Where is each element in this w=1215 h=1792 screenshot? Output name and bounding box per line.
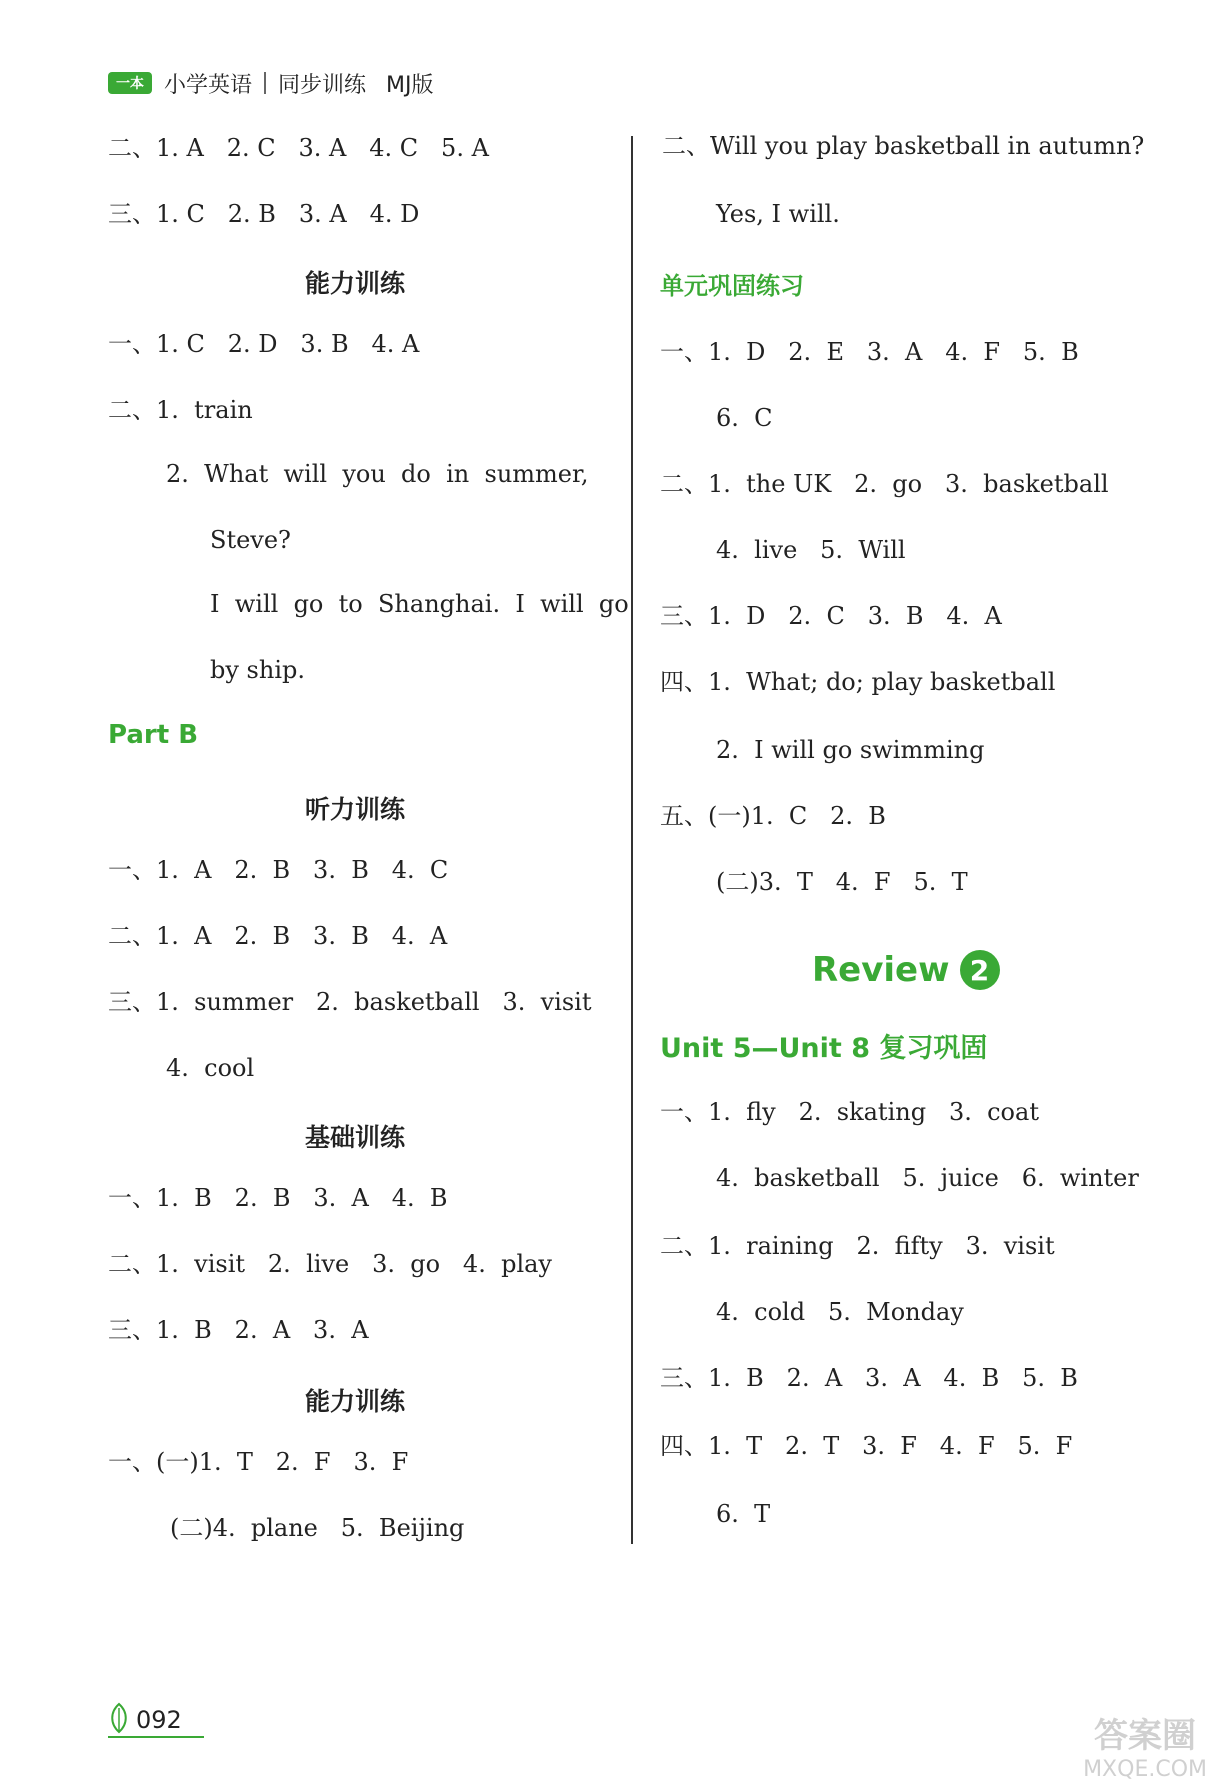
- review-title: [812, 950, 1000, 990]
- answer-line: 三、1. D 2. C 3. B 4. A: [660, 602, 1002, 630]
- answer-line: 4. live 5. Will: [716, 536, 906, 564]
- section-heading: 听力训练: [305, 795, 406, 824]
- section-heading: 基础训练: [305, 1123, 406, 1152]
- answer-line: Steve?: [210, 526, 291, 554]
- part-heading: Part B: [108, 720, 199, 750]
- answer-line: 三、1. B 2. A 3. A: [108, 1316, 369, 1344]
- unit-review-heading: 单元巩固练习: [660, 272, 804, 300]
- watermark: [1083, 1708, 1207, 1782]
- answer-line: 4. basketball 5. juice 6. winter: [716, 1164, 1139, 1192]
- section-heading: 能力训练: [305, 1387, 406, 1416]
- answer-line: 二、1. visit 2. live 3. go 4. play: [108, 1250, 552, 1278]
- answer-line: 二、1. raining 2. fifty 3. visit: [660, 1232, 1055, 1260]
- answer-line: 二、1. A 2. C 3. A 4. C 5. A: [108, 134, 489, 162]
- answer-line: 一、1. D 2. E 3. A 4. F 5. B: [660, 338, 1079, 366]
- header-subject: 小学英语: [164, 72, 253, 98]
- answer-line: 一、1. B 2. B 3. A 4. B: [108, 1184, 448, 1212]
- answer-line: 2. I will go swimming: [716, 736, 985, 764]
- review-number-badge: 2: [960, 950, 1000, 990]
- answer-line: 二、1. train: [108, 396, 253, 424]
- answer-line: I will go to Shanghai. I will go: [210, 590, 629, 618]
- answer-line: 二、1. the UK 2. go 3. basketball: [660, 470, 1109, 498]
- section-heading: 能力训练: [305, 269, 406, 298]
- answer-line: 2. What will you do in summer,: [166, 460, 589, 488]
- page-number-rule: [108, 1736, 204, 1738]
- book-logo: 一本: [108, 72, 152, 94]
- page-header: [108, 66, 434, 100]
- answer-line: 一、1. A 2. B 3. B 4. C: [108, 856, 449, 884]
- answer-line: 4. cold 5. Monday: [716, 1298, 964, 1326]
- header-series: 同步训练: [278, 72, 367, 98]
- answer-line: 三、1. summer 2. basketball 3. visit: [108, 988, 592, 1016]
- answer-line: 一、1. fly 2. skating 3. coat: [660, 1098, 1039, 1126]
- watermark-url: MXQE.COM: [1083, 1757, 1207, 1782]
- answer-line: 一、(一)1. T 2. F 3. F: [108, 1448, 409, 1476]
- answer-line: 三、1. C 2. B 3. A 4. D: [108, 200, 420, 228]
- review-label: Review: [812, 950, 950, 990]
- answer-line: 二、Will you play basketball in autumn?: [662, 132, 1145, 160]
- answer-line: 6. T: [716, 1500, 771, 1528]
- page-number-text: 092: [136, 1706, 182, 1734]
- answer-line: 6. C: [716, 404, 773, 432]
- answer-line: 二、1. A 2. B 3. B 4. A: [108, 922, 448, 950]
- page-number: [108, 1702, 182, 1734]
- answer-line: 四、1. What; do; play basketball: [660, 668, 1056, 696]
- answer-line: 一、1. C 2. D 3. B 4. A: [108, 330, 420, 358]
- answer-line: 五、(一)1. C 2. B: [660, 802, 886, 830]
- answer-line: 4. cool: [166, 1054, 255, 1082]
- answer-line: 三、1. B 2. A 3. A 4. B 5. B: [660, 1364, 1078, 1392]
- review-subheading: Unit 5—Unit 8 复习巩固: [660, 1033, 988, 1064]
- answer-line: (二)3. T 4. F 5. T: [716, 868, 968, 896]
- leaf-icon: [108, 1702, 130, 1734]
- header-separator: [264, 72, 266, 94]
- header-edition: MJ版: [386, 72, 434, 98]
- answer-line: by ship.: [210, 656, 305, 684]
- answer-line: (二)4. plane 5. Beijing: [170, 1514, 465, 1542]
- answer-line: Yes, I will.: [716, 200, 840, 228]
- watermark-logo: 答案圈: [1094, 1716, 1197, 1756]
- answer-line: 四、1. T 2. T 3. F 4. F 5. F: [660, 1432, 1073, 1460]
- column-divider: [631, 136, 633, 1544]
